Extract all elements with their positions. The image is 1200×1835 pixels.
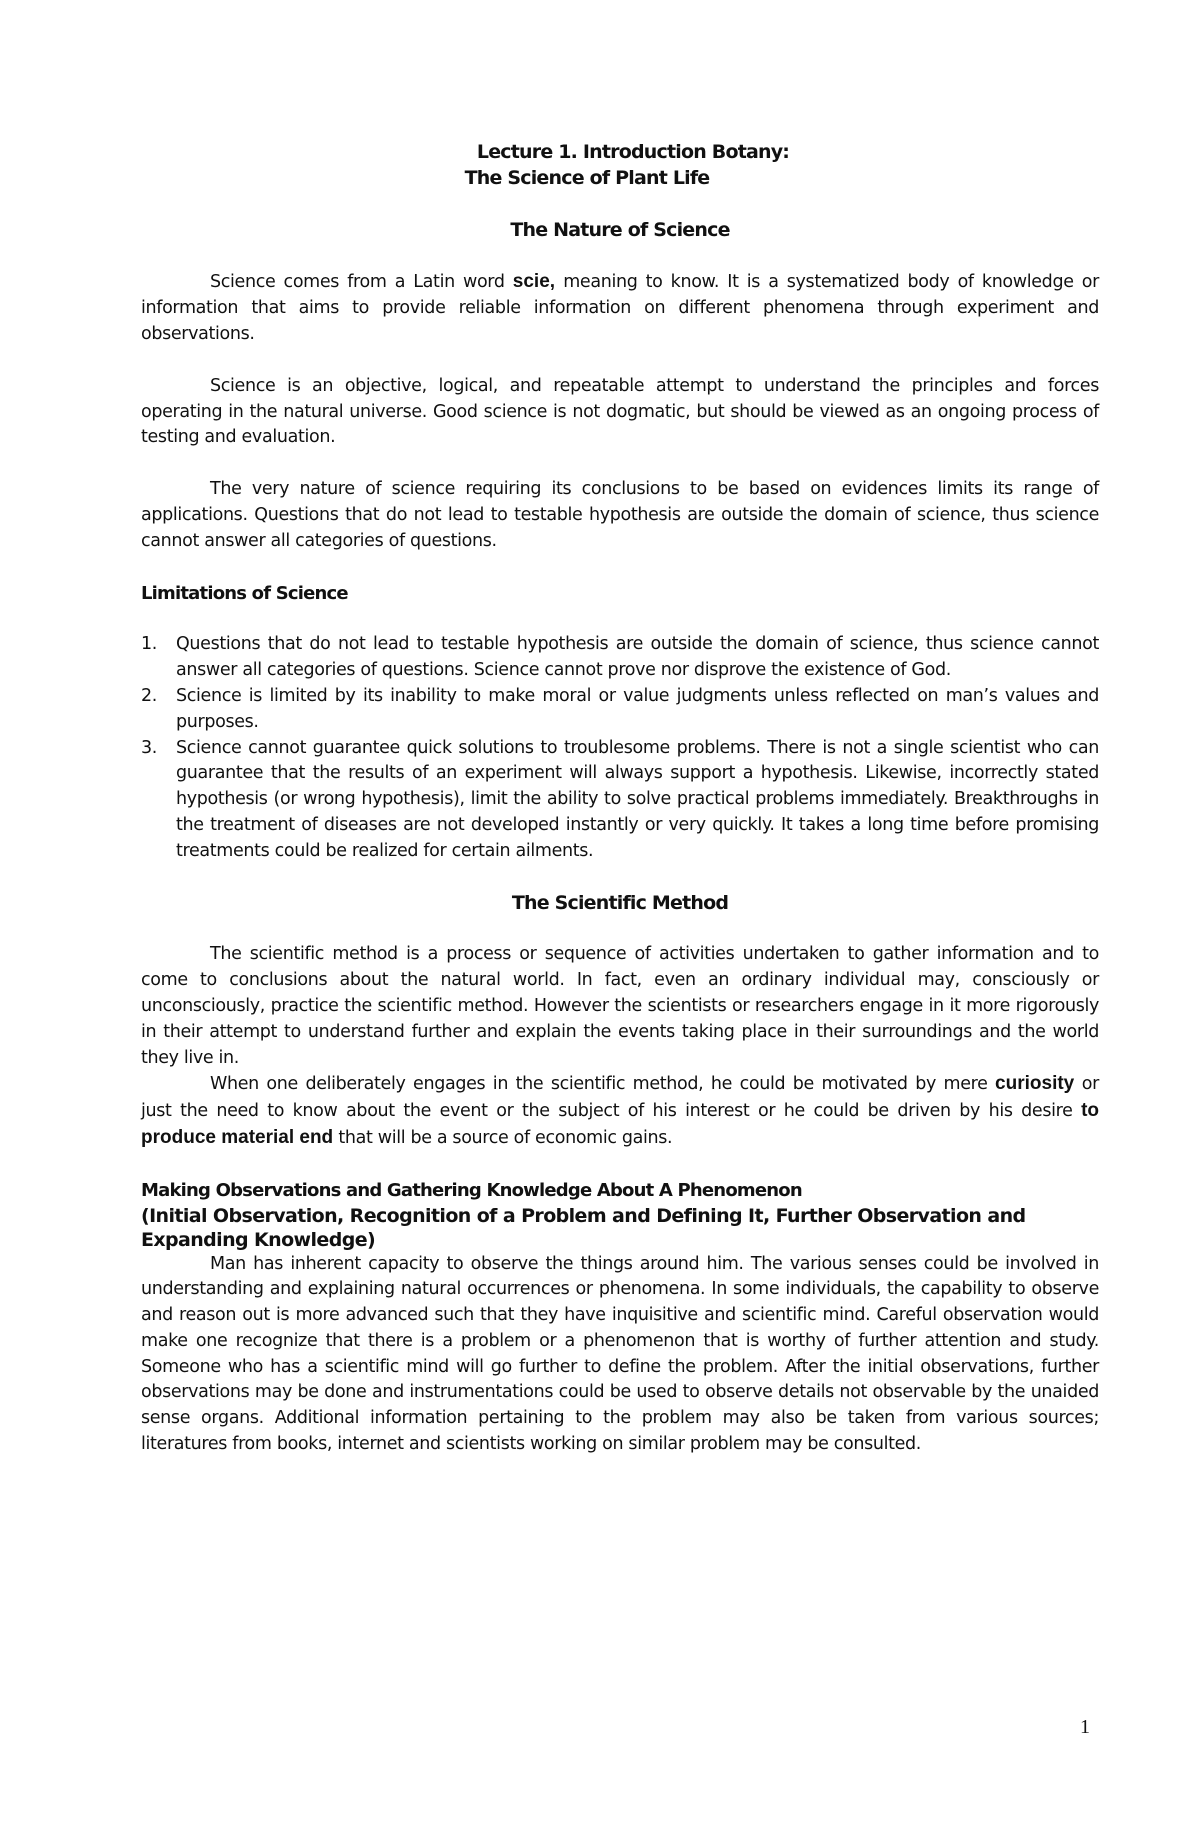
list-text: Questions that do not lead to testable hypothesis are outside the domain of science, thus science cannot answer all categories of questions. Science cannot prove nor disprove the existence of God. — [176, 634, 1099, 681]
paragraph-text: that will be a source of economic gains. — [333, 1127, 673, 1148]
lecture-title: Lecture 1. Introduction Botany: — [476, 141, 790, 163]
list-item — [141, 632, 1099, 684]
page-content — [141, 140, 1099, 1458]
observations-heading: Making Observations and Gathering Knowledge About A Phenomenon — [141, 1179, 802, 1201]
paragraph-text: or just the need to know about the event or the subject of his interest or he could be driven by his desire — [141, 1074, 1099, 1122]
latin-term: scie, — [512, 271, 556, 293]
lecture-subtitle: The Science of Plant Life — [464, 166, 710, 189]
list-number: 3. — [141, 737, 157, 758]
list-text: Science is limited by its inability to make moral or value judgments unless reflected on man’s values and purposes. — [176, 685, 1099, 732]
paragraph-scientific-method: The scientific method is a process or sequence of activities undertaken to gather information and to come to conclusions about the natural world. In fact, even an ordinary individual may, consciously or unconsciously, practice the scientific method. However the scientists or researchers engage in it more rigorously in their attempt to understand further and explain the events taking place in their surroundings and the world they live in. — [141, 944, 1099, 1068]
paragraph-nature-of-science: The very nature of science requiring its conclusions to be based on evidences limits its range of applications. Questions that do not lead to testable hypothesis are outside the domain of science, thus science cannot answer all categories of questions. — [141, 479, 1099, 551]
paragraph-observation: Man has inherent capacity to observe the things around him. The various senses could be involved in understanding and explaining natural occurrences or phenomena. In some individuals, the capability to observe and reason out is more advanced such that they have inquisitive and scientific mind. Careful observation would make one recognize that there is a problem or a phenomenon that is worthy of further attention and study. Someone who has a scientific mind will go further to define the problem. After the initial observations, further observations may be done and instrumentations could be used to observe details not observable by the unaided sense organs. Additional information pertaining to the problem may also be taken from various sources; literatures from books, internet and scientists working on similar problem may be consulted. — [141, 1253, 1099, 1455]
section-heading-scientific-method: The Scientific Method — [511, 891, 729, 914]
paragraph-motivation — [141, 1071, 1099, 1151]
observations-subheading: (Initial Observation, Recognition of a Problem and Defining It, Further Observation and Expanding Knowledge) — [141, 1204, 1026, 1251]
paragraph-text: meaning to know. It is a systematized body of knowledge or information that aims to provide reliable information on different phenomena through experiment and observations. — [141, 272, 1099, 344]
list-number: 2. — [141, 685, 157, 706]
term-material-end: to produce material end — [141, 1100, 1099, 1148]
list-item — [141, 684, 1099, 736]
paragraph-text: Science comes from a Latin word — [210, 272, 513, 293]
paragraph-science-definition — [141, 269, 1099, 347]
list-item — [141, 736, 1099, 865]
section-heading-nature-of-science: The Nature of Science — [510, 218, 730, 241]
page-number: 1 — [1080, 1716, 1090, 1738]
list-text: Science cannot guarantee quick solutions to troublesome problems. There is not a single scientist who can guarantee that the results of an experiment will always support a hypothesis. Likewise, incorrectly stated hypothesis (or wrong hypothesis), limit the ability to solve practical problems immediately. Breakthroughs in the treatment of diseases are not developed instantly or very quickly. It takes a long time before promising treatments could be realized for certain ailments. — [176, 737, 1099, 861]
paragraph-text: When one deliberately engages in the scientific method, he could be motivated by mere — [210, 1074, 996, 1095]
limitations-heading: Limitations of Science — [141, 582, 348, 604]
list-number: 1. — [141, 634, 157, 655]
limitations-list — [141, 632, 1099, 864]
term-curiosity: curiosity — [995, 1073, 1075, 1095]
paragraph-science-objective: Science is an objective, logical, and repeatable attempt to understand the principles and forces operating in the natural universe. Good science is not dogmatic, but should be viewed as an ongoing process of testing and evaluation. — [141, 375, 1099, 448]
